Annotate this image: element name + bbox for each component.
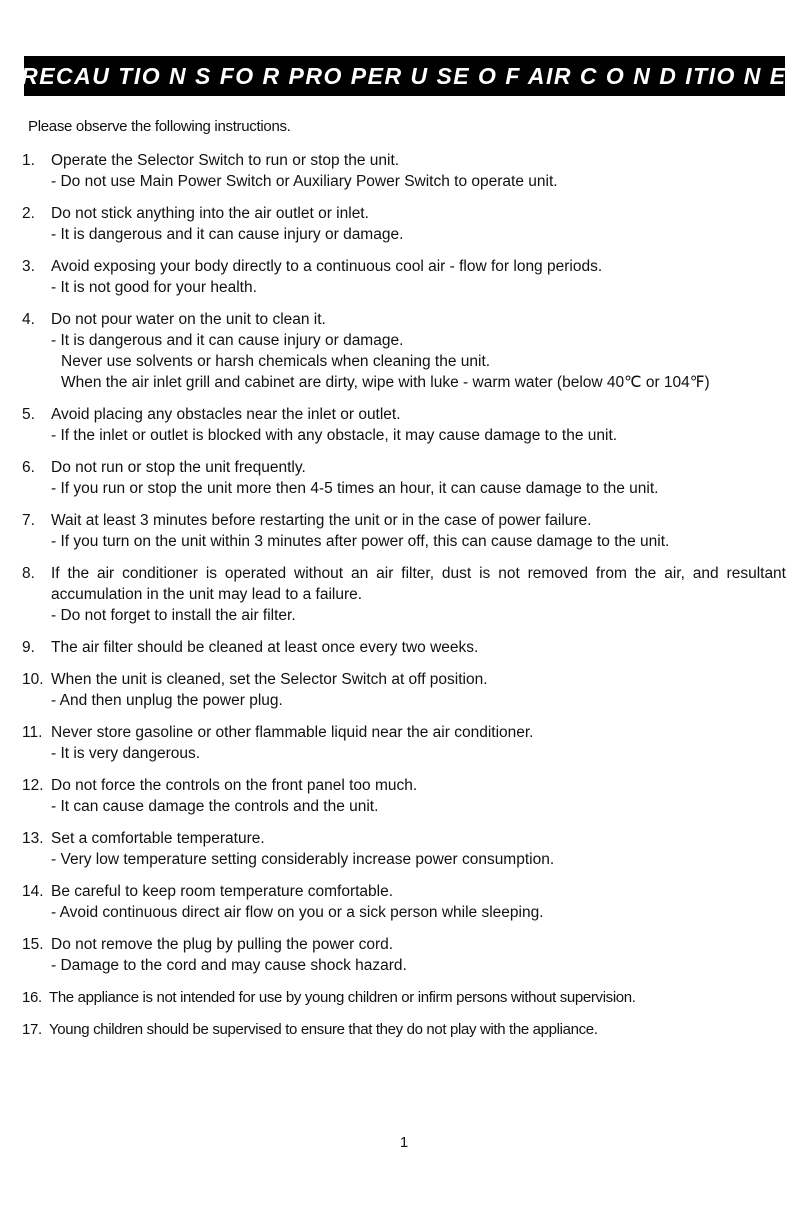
item-subtext: - Do not use Main Power Switch or Auxiliary Power Switch to operate unit. bbox=[51, 173, 558, 190]
item-text: Young children should be supervised to ensure that they do not play with the appliance. bbox=[49, 1021, 598, 1038]
item-subtext: - If you turn on the unit within 3 minutes after power off, this can cause damage to the unit. bbox=[51, 533, 670, 550]
list-item bbox=[22, 1019, 786, 1040]
item-number: 12. bbox=[22, 777, 44, 794]
title-banner bbox=[4, 56, 805, 96]
item-number: 15. bbox=[22, 936, 44, 953]
item-number: 2. bbox=[22, 205, 35, 222]
item-subtext: - It is very dangerous. bbox=[51, 745, 201, 762]
list-item bbox=[22, 775, 786, 817]
list-item bbox=[22, 150, 786, 192]
precaution-list bbox=[22, 150, 786, 1051]
page-number: 1 bbox=[399, 1134, 409, 1151]
item-number: 13. bbox=[22, 830, 44, 847]
list-item bbox=[22, 637, 786, 658]
list-item bbox=[22, 722, 786, 764]
item-text: When the unit is cleaned, set the Selector Switch at off position. bbox=[51, 671, 488, 688]
list-item bbox=[22, 510, 786, 552]
list-item bbox=[22, 563, 786, 626]
intro-text: Please observe the following instructions. bbox=[28, 118, 291, 135]
list-item bbox=[22, 256, 786, 298]
item-subtext: - Very low temperature setting considerably increase power consumption. bbox=[51, 851, 555, 868]
item-subtext: - It can cause damage the controls and the unit. bbox=[51, 798, 379, 815]
list-item bbox=[22, 934, 786, 976]
list-item bbox=[22, 457, 786, 499]
item-subtext: - And then unplug the power plug. bbox=[51, 692, 283, 709]
item-subtext: - It is not good for your health. bbox=[51, 279, 257, 296]
item-subtext: - It is dangerous and it can cause injury or damage. bbox=[51, 226, 404, 243]
item-text: Never store gasoline or other flammable liquid near the air conditioner. bbox=[51, 724, 534, 741]
item-number: 6. bbox=[22, 459, 35, 476]
list-item bbox=[22, 987, 786, 1008]
item-subtext: - If you run or stop the unit more then 4-5 times an hour, it can cause damage to the unit. bbox=[51, 480, 659, 497]
item-text: Set a comfortable temperature. bbox=[51, 830, 265, 847]
item-number: 5. bbox=[22, 406, 35, 423]
item-text: Do not remove the plug by pulling the power cord. bbox=[51, 936, 394, 953]
list-item bbox=[22, 669, 786, 711]
item-number: 9. bbox=[22, 639, 35, 656]
item-subtext: - It is dangerous and it can cause injury or damage. bbox=[51, 332, 404, 349]
item-number: 1. bbox=[22, 152, 35, 169]
item-subtext: - Damage to the cord and may cause shock hazard. bbox=[51, 957, 407, 974]
list-item bbox=[22, 404, 786, 446]
item-number: 16. bbox=[22, 989, 42, 1006]
item-text: Avoid exposing your body directly to a continuous cool air - flow for long periods. bbox=[51, 258, 603, 275]
item-number: 10. bbox=[22, 671, 44, 688]
item-text: The air filter should be cleaned at least once every two weeks. bbox=[51, 639, 479, 656]
item-subtext: - Avoid continuous direct air flow on you or a sick person while sleeping. bbox=[51, 904, 544, 921]
item-text: Operate the Selector Switch to run or stop the unit. bbox=[51, 152, 400, 169]
list-item bbox=[22, 203, 786, 245]
item-text: Do not stick anything into the air outlet or inlet. bbox=[51, 205, 369, 222]
item-text: If the air conditioner is operated without an air filter, dust is not removed from the air, and resultant accumulation in the unit may lead to a failure. bbox=[51, 565, 786, 603]
item-text: Do not pour water on the unit to clean it. bbox=[51, 311, 326, 328]
item-number: 17. bbox=[22, 1021, 42, 1038]
item-subtext: Never use solvents or harsh chemicals when cleaning the unit. bbox=[61, 353, 491, 370]
item-text: Be careful to keep room temperature comfortable. bbox=[51, 883, 394, 900]
item-number: 3. bbox=[22, 258, 35, 275]
item-number: 4. bbox=[22, 311, 35, 328]
item-subtext: When the air inlet grill and cabinet are dirty, wipe with luke - warm water (below 40℃ or 104℉) bbox=[61, 374, 710, 391]
list-item bbox=[22, 828, 786, 870]
item-number: 11. bbox=[22, 724, 43, 741]
list-item bbox=[22, 881, 786, 923]
list-item bbox=[22, 309, 786, 393]
item-text: The appliance is not intended for use by young children or infirm persons without supervision. bbox=[49, 989, 636, 1006]
item-number: 7. bbox=[22, 512, 35, 529]
page-title: PRECAU TIO N S FO R PRO PER U SE O F AIR C O N D ITIO N ER bbox=[4, 62, 805, 89]
item-text: Avoid placing any obstacles near the inlet or outlet. bbox=[51, 406, 401, 423]
item-text: Do not run or stop the unit frequently. bbox=[51, 459, 306, 476]
item-text: Do not force the controls on the front panel too much. bbox=[51, 777, 418, 794]
item-text: Wait at least 3 minutes before restarting the unit or in the case of power failure. bbox=[51, 512, 592, 529]
item-subtext: - If the inlet or outlet is blocked with any obstacle, it may cause damage to the unit. bbox=[51, 427, 618, 444]
item-number: 14. bbox=[22, 883, 44, 900]
item-subtext: - Do not forget to install the air filter. bbox=[51, 607, 296, 624]
item-number: 8. bbox=[22, 565, 35, 582]
